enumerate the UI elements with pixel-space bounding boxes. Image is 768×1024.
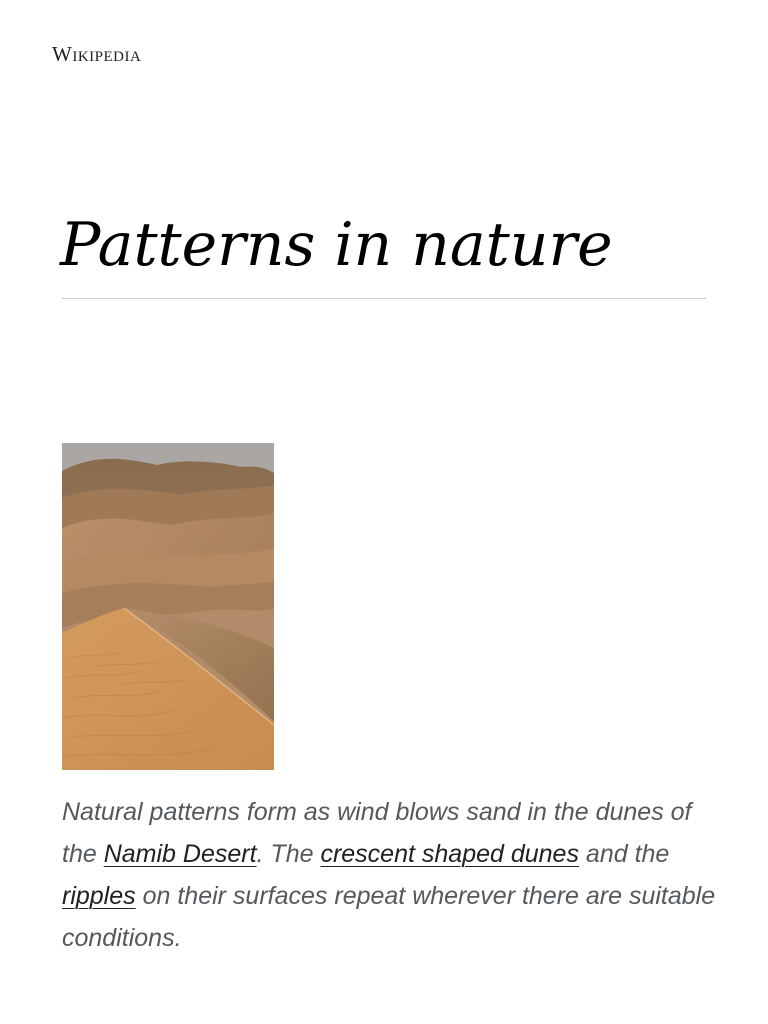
caption-text-2: . The: [256, 840, 321, 868]
wikipedia-wordmark[interactable]: Wikipedia: [52, 42, 142, 66]
sand-dunes-image[interactable]: [62, 443, 274, 770]
title-divider: [62, 298, 706, 299]
link-namib-desert[interactable]: Namib Desert: [103, 840, 257, 868]
caption-text-3: and the: [578, 840, 670, 868]
page-title: Patterns in nature: [60, 210, 613, 280]
caption-text-4: on their surfaces repeat wherever there are suitable conditions.: [62, 882, 716, 952]
link-crescent-shaped-dunes[interactable]: crescent shaped dunes: [320, 840, 579, 868]
link-ripples[interactable]: ripples: [62, 882, 136, 910]
figure-caption: [62, 791, 722, 959]
caption-text-1: Natural patterns form as wind blows sand in the dunes of the: [62, 798, 692, 868]
